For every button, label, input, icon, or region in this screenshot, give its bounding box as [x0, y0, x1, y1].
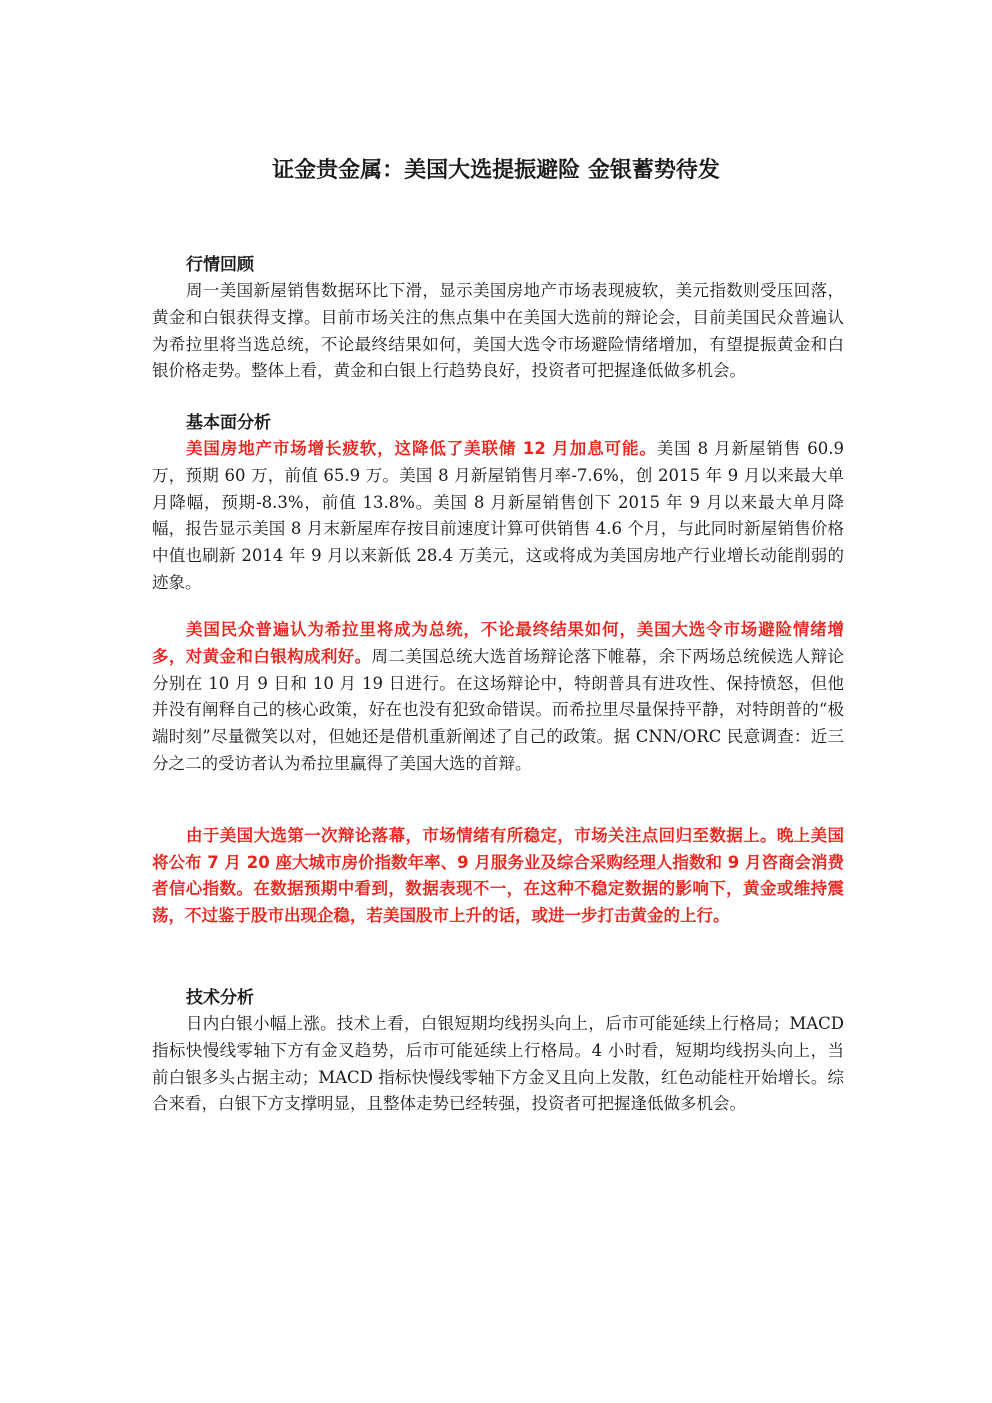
section-heading-technical: 技术分析: [186, 988, 254, 1008]
highlight-text: 美国房地产市场增长疲软，这降低了美联储 12 月加息可能。: [186, 439, 657, 458]
paragraph-fundamental-2: [152, 617, 844, 778]
paragraph-fundamental-1: [152, 436, 844, 597]
section-technical-analysis: [152, 985, 844, 1118]
paragraph-review: 周一美国新屋销售数据环比下滑，显示美国房地产市场表现疲软，美元指数则受压回落，黄金和白银获得支撑。目前市场关注的焦点集中在美国大选前的辩论会，目前美国民众普遍认为希拉里将当选总统，不论最终结果如何，美国大选令市场避险情绪增加，有望提振黄金和白银价格走势。整体上看，黄金和白银上行趋势良好，投资者可把握逢低做多机会。: [152, 281, 844, 381]
highlight-text: 美国民众普遍认为希拉里将成为总统，不论最终结果如何，美国大选令市场避险情绪增多，对黄金和白银构成利好。: [152, 620, 844, 666]
body-text: 美国 8 月新屋销售 60.9 万，预期 60 万，前值 65.9 万。美国 8 月新屋销售月率-7.6%，创 2015 年 9 月以来最大单月降幅，预期-8.3%，前值 13.8%。美国 8 月新屋销售创下 2015 年 9 月以来最大单月降幅，报告显示美国 8 月末新屋库存按目前速度计算可供销售 4.6 个月，与此同时新屋销售价格中值也刷新 2014 年 9 月以来新低 28.4 万美元，这或将成为美国房地产行业增长动能削弱的迹象。: [152, 439, 844, 592]
paragraph-technical: 日内白银小幅上涨。技术上看，白银短期均线拐头向上，后市可能延续上行格局；MACD 指标快慢线零轴下方有金叉趋势，后市可能延续上行格局。4 小时看，短期均线拐头向上，当前白银多头占据主动；MACD 指标快慢线零轴下方金叉且向上发散，红色动能柱开始增长。综合来看，白银下方支撑明显，且整体走势已经转强，投资者可把握逢低做多机会。: [152, 1014, 844, 1114]
document-title: 证金贵金属：美国大选提振避险 金银蓄势待发: [272, 158, 720, 183]
section-market-review: [152, 252, 844, 385]
section-fundamental-analysis: [152, 410, 844, 597]
body-text: 周二美国总统大选首场辩论落下帷幕，余下两场总统候选人辩论分别在 10 月 9 日和 10 月 19 日进行。在这场辩论中，特朗普具有进攻性、保持愤怒，但他并没有阐释自己的核心政策，好在也没有犯致命错误。而希拉里尽量保持平静，对特朗普的“极端时刻”尽量微笑以对，但她还是借机重新阐述了自己的政策。据 CNN/ORC 民意调查：近三分之二的受访者认为希拉里赢得了美国大选的首辩。: [152, 646, 845, 773]
paragraph-fundamental-3: 由于美国大选第一次辩论落幕，市场情绪有所稳定，市场关注点回归至数据上。晚上美国将公布 7 月 20 座大城市房价指数年率、9 月服务业及综合采购经理人指数和 9 月咨商会消费者信心指数。在数据预期中看到，数据表现不一，在这种不稳定数据的影响下，黄金或维持震荡，不过鉴于股市出现企稳，若美国股市上升的话，或进一步打击黄金的上行。: [152, 826, 844, 925]
section-heading-fundamental: 基本面分析: [186, 413, 271, 433]
section-fundamental-analysis-2: [152, 617, 844, 778]
section-fundamental-analysis-3: [152, 823, 844, 929]
section-heading-review: 行情回顾: [186, 255, 254, 275]
